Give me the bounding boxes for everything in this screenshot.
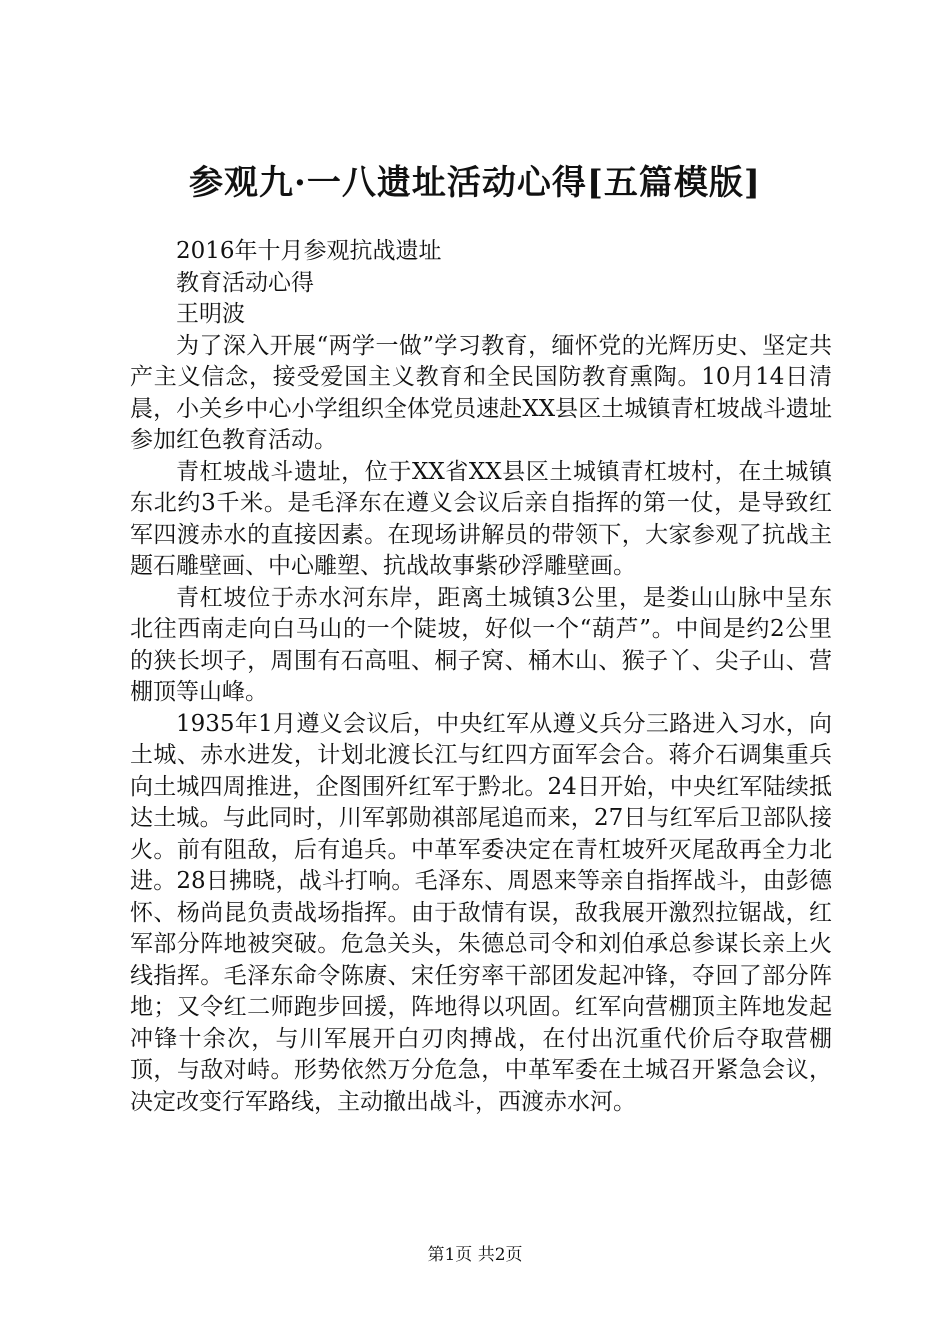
page-number-footer: 第1页 共2页 [427, 1245, 523, 1265]
document-body [130, 236, 832, 1118]
body-paragraph-3: 青杠坡位于赤水河东岸，距离土城镇3公里，是娄山山脉中呈东北往西南走向白马山的一个陡坡，好似一个“葫芦”。中间是约2公里的狭长坝子，周围有石高咀、桐子窝、桶木山、猴子丫、尖子山、营棚顶等山峰。 [130, 584, 832, 705]
subtitle-date-line: 2016年十月参观抗战遗址 [176, 238, 442, 264]
body-paragraph-4: 1935年1月遵义会议后，中央红军从遵义兵分三路进入习水，向土城、赤水进发，计划北渡长江与红四方面军会合。蒋介石调集重兵向土城四周推进，企图围歼红军于黔北。24日开始，中央红军陆续抵达土城。与此同时，川军郭勋祺部尾追而来，27日与红军后卫部队接火。前有阻敌，后有追兵。中革军委决定在青杠坡歼灭尾敌再全力北进。28日拂晓，战斗打响。毛泽东、周恩来等亲自指挥战斗，由彭德怀、杨尚昆负责战场指挥。由于敌情有误，敌我展开激烈拉锯战，红军部分阵地被突破。危急关头，朱德总司令和刘伯承总参谋长亲上火线指挥。毛泽东命令陈赓、宋任穷率干部团发起冲锋，夺回了部分阵地；又令红二师跑步回援，阵地得以巩固。红军向营棚顶主阵地发起冲锋十余次，与川军展开白刃肉搏战，在付出沉重代价后夺取营棚顶，与敌对峙。形势依然万分危急，中革军委在土城召开紧急会议，决定改变行军路线，主动撤出战斗，西渡赤水河。 [130, 710, 832, 1115]
body-paragraph-2: 青杠坡战斗遗址，位于XX省XX县区土城镇青杠坡村，在土城镇东北约3千米。是毛泽东在遵义会议后亲自指挥的第一仗，是导致红军四渡赤水的直接因素。在现场讲解员的带领下，大家参观了抗战主题石雕壁画、中心雕塑、抗战故事紫砂浮雕壁画。 [130, 458, 832, 579]
author-name: 王明波 [176, 301, 245, 327]
subtitle-topic-line: 教育活动心得 [176, 269, 314, 296]
body-paragraph-1: 为了深入开展“两学一做”学习教育，缅怀党的光辉历史、坚定共产主义信念，接受爱国主义教育和全民国防教育熏陶。10月14日清晨，小关乡中心小学组织全体党员速赴XX县区土城镇青杠坡战斗遗址参加红色教育活动。 [130, 332, 832, 453]
document-title: 参观九·一八遗址活动心得[五篇模版] [188, 163, 761, 203]
